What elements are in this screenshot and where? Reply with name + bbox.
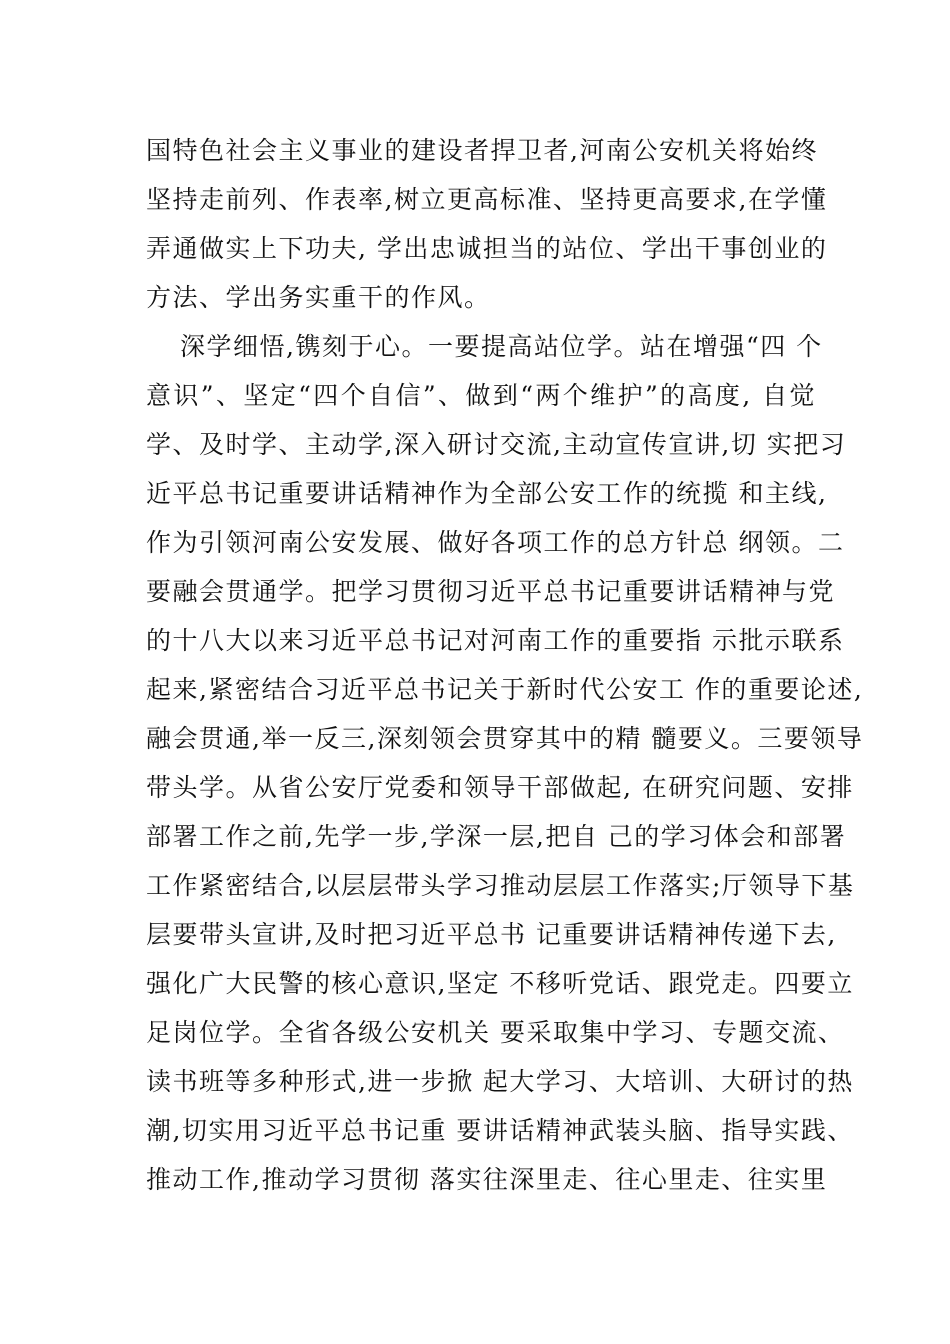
text-line: 国特色社会主义事业的建设者捍卫者,河南公安机关将始终 [146,136,818,165]
text-line: 的十八大以来习近平总书记对河南工作的重要指 示批示联系 [146,626,845,655]
text-line: 作为引领河南公安发展、做好各项工作的总方针总 纲领。二 [146,528,845,557]
text-line: 读书班等多种形式,进一步掀 起大学习、大培训、大研讨的热 [146,1067,854,1096]
text-line: 推动工作,推动学习贯彻 落实往深里走、往心里走、往实里 [146,1165,828,1194]
text-line: 足岗位学。全省各级公安机关 要采取集中学习、专题交流、 [146,1018,845,1047]
paragraph-first-line: 深学细悟,镌刻于心。一要提高站位学。站在增强“四 个 [180,332,823,361]
text-line: 部署工作之前,先学一步,学深一层,把自 己的学习体会和部署 [146,822,847,851]
text-line: 坚持走前列、作表率,树立更高标准、坚持更高要求,在学懂 [146,185,828,214]
text-line: 潮,切实用习近平总书记重 要讲话精神武装头脑、指导实践、 [146,1116,854,1145]
text-line: 层要带头宣讲,及时把习近平总书 记重要讲话精神传递下去, [146,920,837,949]
text-line: 强化广大民警的核心意识,坚定 不移听党话、跟党走。四要立 [146,969,854,998]
text-line: 要融会贯通学。把学习贯彻习近平总书记重要讲话精神与党 [146,577,836,606]
text-line: 起来,紧密结合习近平总书记关于新时代公安工 作的重要论述, [146,675,864,704]
text-line: 近平总书记重要讲话精神作为全部公安工作的统揽 和主线, [146,479,828,508]
text-line: 工作紧密结合,以层层带头学习推动层层工作落实;厅领导下基 [146,871,855,900]
text-line: 学、及时学、主动学,深入研讨交流,主动宣传宣讲,切 实把习 [146,430,847,459]
text-line: 融会贯通,举一反三,深刻领会贯穿其中的精 髓要义。三要领导 [146,724,864,753]
text-line: 意识”、坚定“四个自信”、做到“两个维护”的高度, 自觉 [146,381,816,410]
text-line: 弄通做实上下功夫, 学出忠诚担当的站位、学出干事创业的 [146,234,828,263]
text-line: 方法、学出务实重干的作风。 [146,283,491,312]
text-line: 带头学。从省公安厅党委和领导干部做起, 在研究问题、安排 [146,773,854,802]
body-text [146,126,864,1204]
